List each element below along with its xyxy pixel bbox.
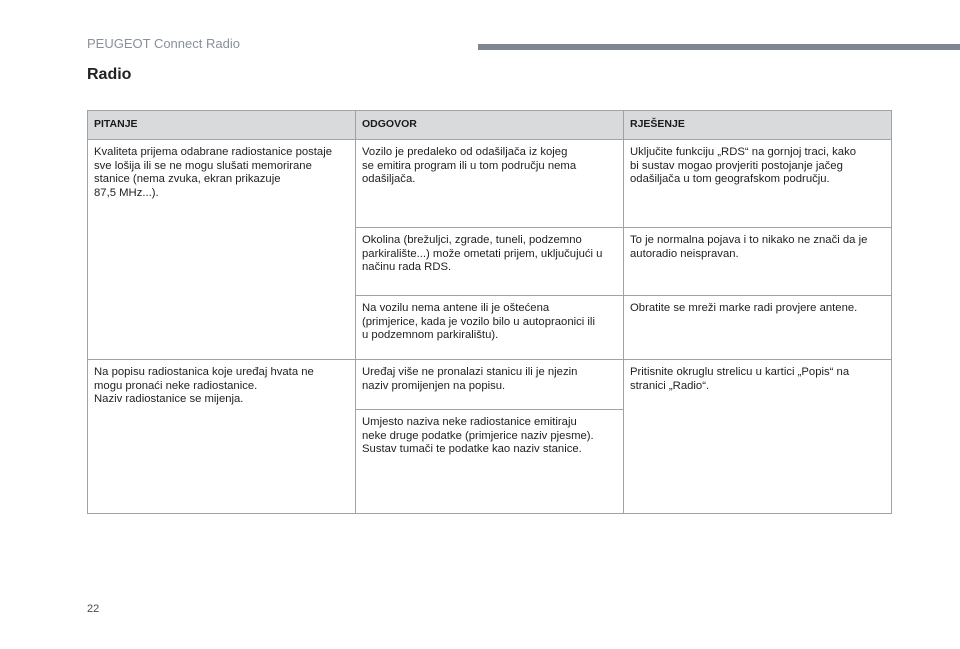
table-row <box>88 360 892 410</box>
manual-header-title: PEUGEOT Connect Radio <box>87 36 240 51</box>
answer-cell: Na vozilu nema antene ili je oštećena (primjerice, kada je vozilo bilo u autopraonici ili u podzemnom parkiralištu). <box>356 296 624 360</box>
solution-cell: Pritisnite okruglu strelicu u kartici „Popis“ na stranici „Radio“. <box>624 360 892 514</box>
answer-cell: Uređaj više ne pronalazi stanicu ili je njezin naziv promijenjen na popisu. <box>356 360 624 410</box>
question-cell: Kvaliteta prijema odabrane radiostanice postaje sve lošija ili se ne mogu slušati memorirane stanice (nema zvuka, ekran prikazuje 87,5 MHz...). <box>88 140 356 360</box>
section-title: Radio <box>87 66 132 83</box>
header-bar <box>478 44 960 50</box>
question-cell: Na popisu radiostanica koje uređaj hvata ne mogu pronaći neke radiostanice. Naziv radiostanice se mijenja. <box>88 360 356 514</box>
column-header-solution: RJEŠENJE <box>624 111 892 140</box>
page-number: 22 <box>87 603 100 615</box>
column-header-question: PITANJE <box>88 111 356 140</box>
answer-cell: Okolina (brežuljci, zgrade, tuneli, podzemno parkiralište...) može ometati prijem, uključujući u načinu rada RDS. <box>356 228 624 296</box>
answer-cell: Vozilo je predaleko od odašiljača iz kojeg se emitira program ili u tom području nema odašiljača. <box>356 140 624 228</box>
solution-cell: To je normalna pojava i to nikako ne znači da je autoradio neispravan. <box>624 228 892 296</box>
table-row <box>88 140 892 228</box>
solution-cell: Obratite se mreži marke radi provjere antene. <box>624 296 892 360</box>
column-header-answer: ODGOVOR <box>356 111 624 140</box>
answer-cell: Umjesto naziva neke radiostanice emitiraju neke druge podatke (primjerice naziv pjesme). Sustav tumači te podatke kao naziv stanice. <box>356 410 624 514</box>
table-header-row <box>88 111 892 140</box>
troubleshooting-table <box>87 110 892 514</box>
solution-cell: Uključite funkciju „RDS“ na gornjoj traci, kako bi sustav mogao provjeriti postojanje jačeg odašiljača u tom geografskom području. <box>624 140 892 228</box>
